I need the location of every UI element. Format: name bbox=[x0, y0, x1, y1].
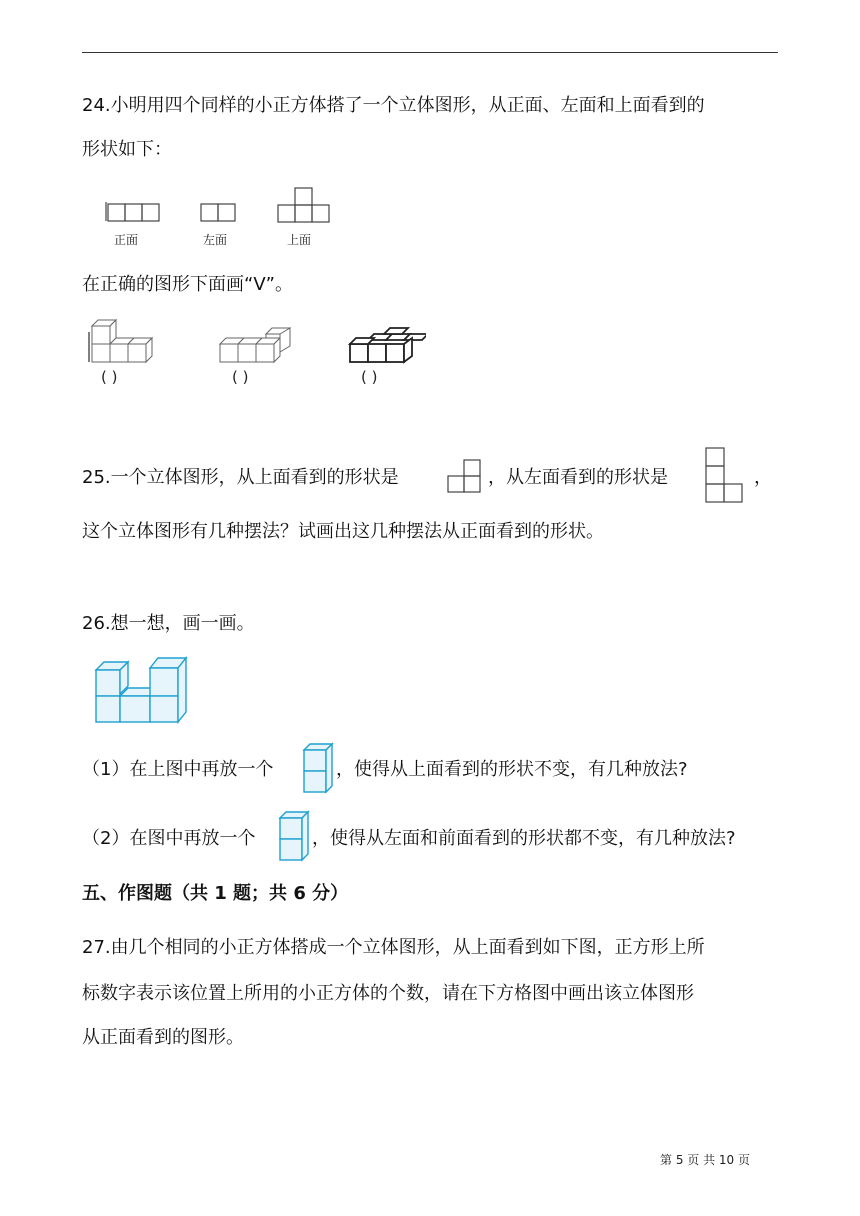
q25-part1: 25.一个立体图形，从上面看到的形状是 bbox=[82, 467, 399, 488]
q25-top-view-shape bbox=[446, 458, 486, 494]
q27-line1: 27.由几个相同的小正方体搭成一个立体图形，从上面看到如下图，正方形上所 bbox=[82, 937, 705, 958]
q24-choices-figure bbox=[86, 318, 426, 368]
header-rule bbox=[82, 52, 778, 53]
q25-line2: 这个立体图形有几种摆法？试画出这几种摆法从正面看到的形状。 bbox=[82, 521, 604, 542]
option-a-cubes bbox=[92, 320, 152, 362]
view-label-top: 上面 bbox=[287, 233, 312, 247]
q25-left-view-shape bbox=[704, 446, 746, 506]
option-c-cubes bbox=[350, 328, 426, 362]
q24-answer-blank-a[interactable]: ( ) bbox=[101, 368, 118, 386]
q26-sub1-b: ，使得从上面看到的形状不变，有几种放法? bbox=[336, 759, 688, 780]
q26-blue-cubes-figure bbox=[94, 654, 194, 726]
q27-line3: 从正面看到的图形。 bbox=[82, 1027, 244, 1048]
section5-heading: 五、作图题（共 1 题；共 6 分） bbox=[82, 883, 349, 904]
q24-answer-blank-c[interactable]: ( ) bbox=[361, 368, 378, 386]
q26-title: 26.想一想，画一画。 bbox=[82, 613, 255, 634]
q24-line2: 形状如下： bbox=[82, 139, 172, 160]
q26-sub2-b: ，使得从左面和前面看到的形状都不变，有几种放法? bbox=[312, 828, 736, 849]
q25-part3: ， bbox=[754, 467, 772, 488]
q25-part2: ，从左面看到的形状是 bbox=[488, 467, 668, 488]
q26-sub2-a: （2）在图中再放一个 bbox=[82, 828, 256, 849]
q24-line1: 24.小明用四个同样的小正方体搭了一个立体图形，从正面、左面和上面看到的 bbox=[82, 95, 705, 116]
view-label-front: 正面 bbox=[114, 233, 139, 247]
page-number: 第 5 页 共 10 页 bbox=[660, 1153, 750, 1167]
view-label-left: 左面 bbox=[203, 233, 228, 247]
q24-answer-blank-b[interactable]: ( ) bbox=[232, 368, 249, 386]
option-b-cubes bbox=[220, 328, 290, 362]
q27-line2: 标数字表示该位置上所用的小正方体的个数，请在下方格图中画出该立体图形 bbox=[82, 983, 694, 1004]
q26-sub1-a: （1）在上图中再放一个 bbox=[82, 759, 274, 780]
q26-sub1-cube-icon bbox=[302, 742, 336, 796]
q24-instruction: 在正确的图形下面画“V”。 bbox=[82, 274, 293, 295]
q26-sub2-cube-icon bbox=[278, 810, 312, 864]
